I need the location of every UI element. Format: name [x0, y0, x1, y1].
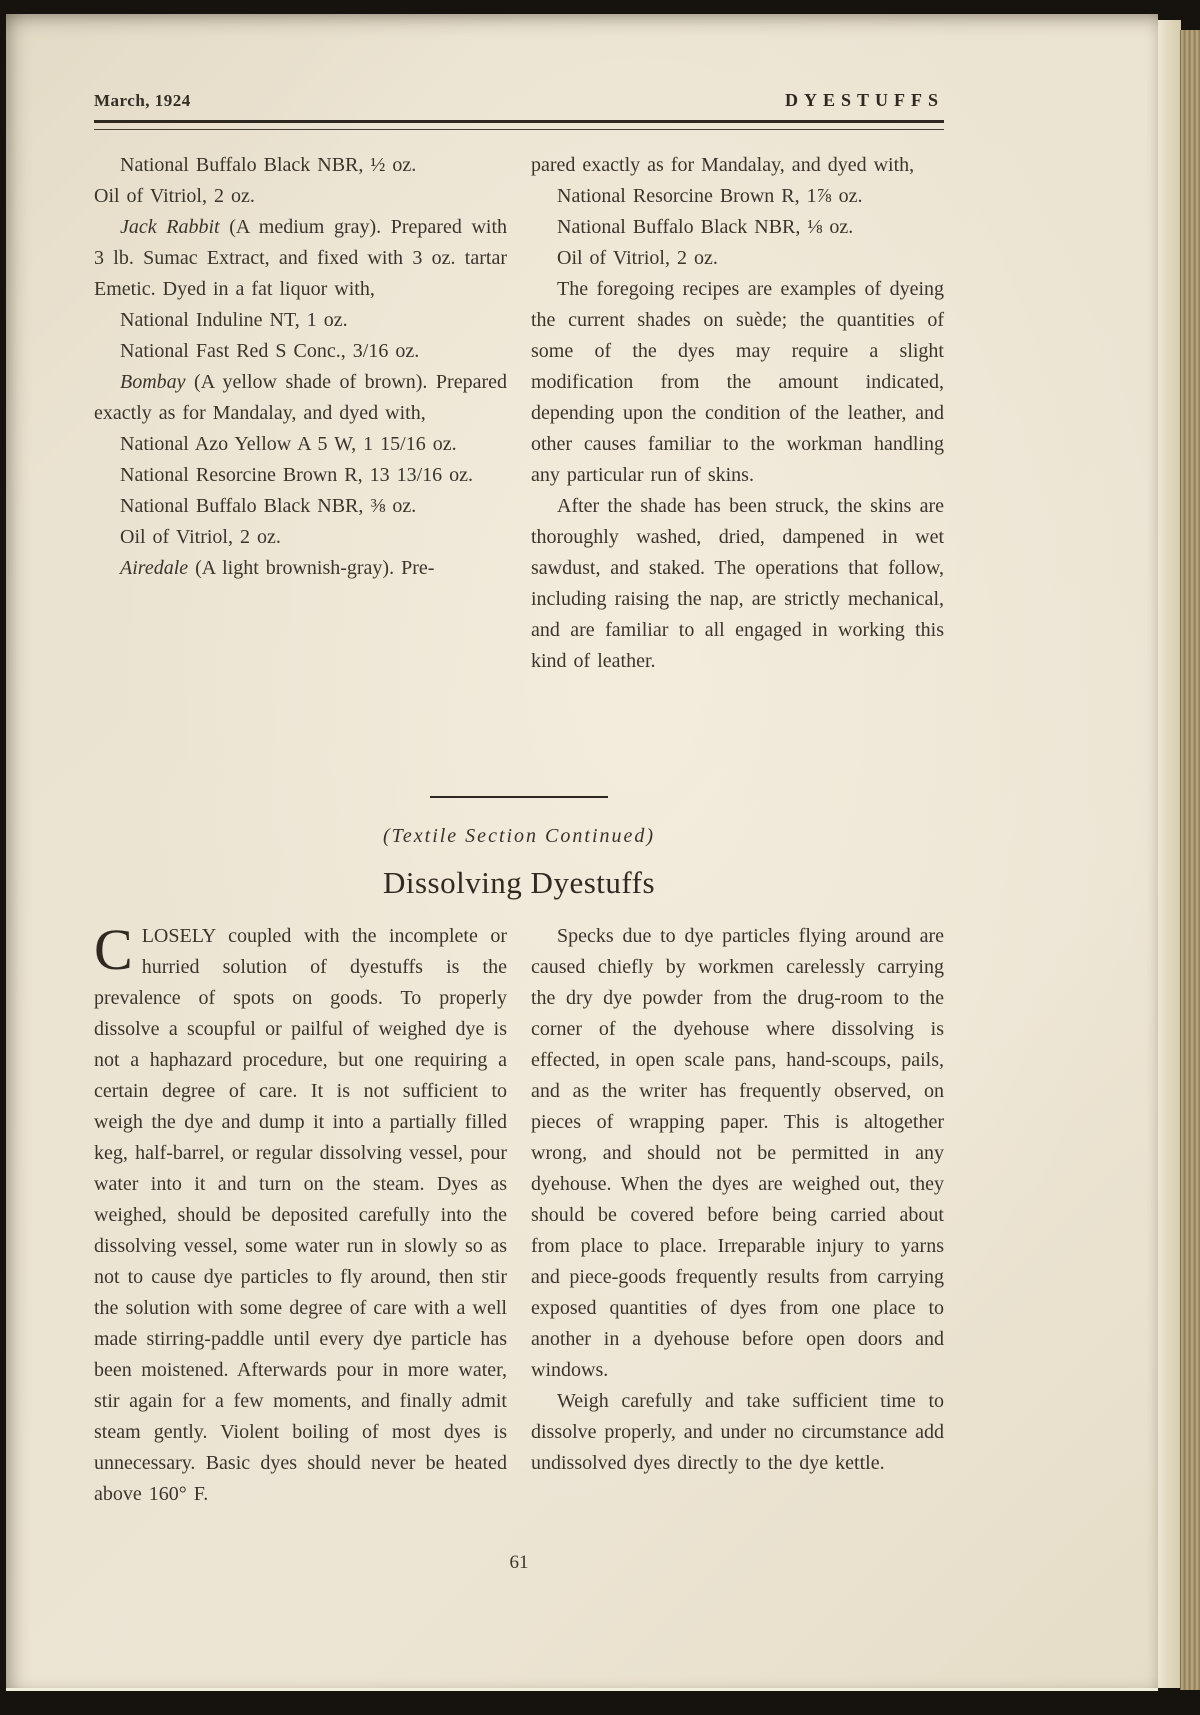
page-number: 61 — [509, 1552, 529, 1573]
paragraph: National Azo Yellow A 5 W, 1 15/16 oz. — [120, 433, 457, 455]
recipes-section — [94, 150, 944, 772]
header-rule-thick — [94, 120, 944, 123]
header-journal-title: DYESTUFFS — [784, 90, 944, 110]
article-column-right — [531, 921, 944, 1510]
article-title: Dissolving Dyestuffs — [382, 865, 656, 900]
drop-cap-letter: C — [94, 917, 133, 982]
section-divider-rule — [430, 796, 608, 798]
article-section — [94, 917, 944, 1510]
article-column-left — [94, 917, 507, 1510]
column-right — [531, 150, 944, 772]
paragraph: Oil of Vitriol, 2 oz. — [94, 185, 255, 207]
paragraph: Airedale (A light brownish-gray). Pre- — [120, 557, 435, 579]
paragraph: National Induline NT, 1 oz. — [120, 309, 348, 331]
page-content — [94, 90, 944, 1574]
page-header — [94, 90, 944, 111]
section-caption: (Textile Section Continued) — [382, 825, 656, 847]
paragraph: Bombay (A yellow shade of brown). Prepared exactly as for Mandalay, and dyed with, — [94, 371, 507, 424]
header-date: March, 1924 — [94, 91, 191, 110]
page — [6, 14, 1158, 1691]
under-page-edge — [1156, 20, 1181, 1688]
paragraph: National Fast Red S Conc., 3/16 oz. — [120, 340, 420, 362]
paragraph: Oil of Vitriol, 2 oz. — [557, 247, 718, 269]
paragraph: After the shade has been struck, the skins are thoroughly washed, dried, dampened in wet sawdust, and staked. The operations that follow, including raising the nap, are strictly mechanical, and are familiar to all engaged in working this kind of leather. — [531, 495, 944, 672]
column-left — [94, 150, 507, 772]
header-rule-thin — [94, 129, 944, 130]
paragraph: National Buffalo Black NBR, ⅜ oz. — [120, 495, 417, 517]
paragraph: Weigh carefully and take sufficient time to dissolve properly, and under no circumstance add undissolved dyes directly to the dye kettle. — [531, 1390, 944, 1474]
paragraph: Specks due to dye particles flying around are caused chiefly by workmen carelessly carrying the dry dye powder from the drug-room to the corner of the dyehouse where dissolving is effected, in open scale pans, hand-scoups, pails, and as the writer has frequently observed, on pieces of wrapping paper. This is altogether wrong, and should not be permitted in any dyehouse. When the dyes are weighed out, they should be covered before being carried about from place to place. Irreparable injury to yarns and piece-goods frequently results from carrying exposed quantities of dyes from one place to another in a dyehouse before open doors and windows. — [531, 925, 944, 1381]
paragraph: National Resorcine Brown R, 1⅞ oz. — [557, 185, 863, 207]
paragraph: Jack Rabbit (A medium gray). Prepared with 3 lb. Sumac Extract, and fixed with 3 oz. tartar Emetic. Dyed in a fat liquor with, — [94, 216, 507, 300]
paragraph: National Buffalo Black NBR, ⅛ oz. — [557, 216, 854, 238]
page-edge-stack — [1180, 30, 1200, 1690]
paragraph: National Buffalo Black NBR, ½ oz. — [120, 154, 417, 176]
paragraph: pared exactly as for Mandalay, and dyed with, — [531, 154, 915, 176]
paragraph: CLOSELY coupled with the incomplete or hurried solution of dyestuffs is the prevalence of spots on goods. To properly dissolve a scoupful or pailful of weighed dye is not a haphazard procedure, but one requiring a certain degree of care. It is not sufficient to weigh the dye and dump it into a partially filled keg, half-barrel, or regular dissolving vessel, pour water into it and turn on the steam. Dyes as weighed, should be deposited carefully into the dissolving vessel, some water run in slowly so as not to cause dye particles to fly around, then stir the solution with some degree of care with a well made stirring-paddle until every dye particle has been moistened. Afterwards pour in more water, stir again for a few moments, and finally admit steam gently. Violent boiling of most dyes is unnecessary. Basic dyes should never be heated above 160° F. — [94, 917, 507, 1505]
paragraph: Oil of Vitriol, 2 oz. — [120, 526, 281, 548]
paragraph: The foregoing recipes are examples of dyeing the current shades on suède; the quantities of some of the dyes may require a slight modification from the amount indicated, depending upon the condition of the leather, and other causes familiar to the workman handling any particular run of skins. — [531, 278, 944, 486]
paragraph: National Resorcine Brown R, 13 13/16 oz. — [120, 464, 474, 486]
